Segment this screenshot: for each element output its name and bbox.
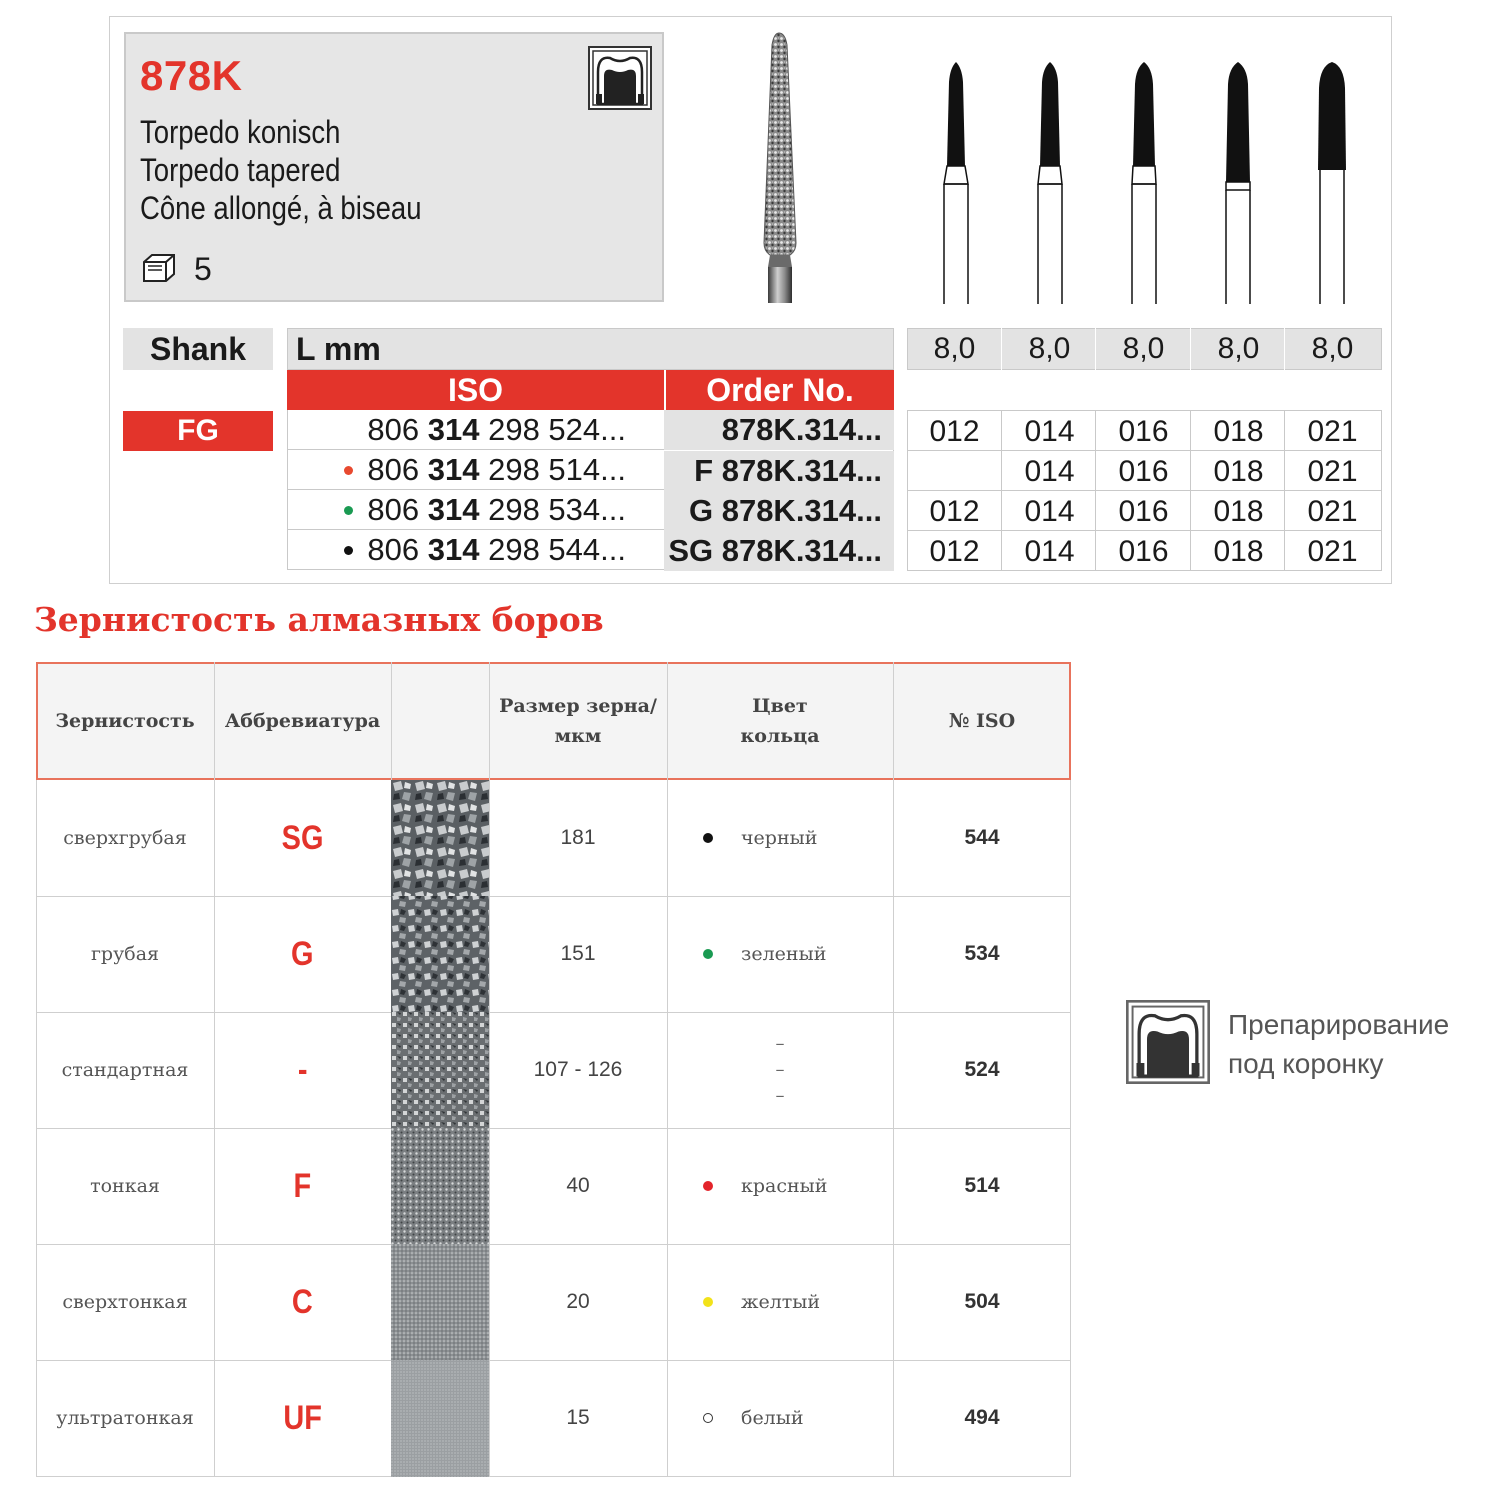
header-iso: № ISO xyxy=(948,709,1016,732)
iso-number: 514 xyxy=(964,1174,1000,1197)
grit-abbreviation: C xyxy=(292,1282,313,1321)
grit-name: грубая xyxy=(90,943,160,965)
grit-table-title: Зернистость алмазных боров xyxy=(34,600,604,639)
ring-color: белый xyxy=(667,1360,893,1476)
iso-number: 544 xyxy=(964,826,1000,849)
grit-dot xyxy=(344,506,353,515)
size-cell: 014 xyxy=(1024,535,1075,568)
bur-drawing-021 xyxy=(1312,62,1352,304)
grain-size: 40 xyxy=(566,1174,590,1197)
size-cell: 016 xyxy=(1118,535,1169,568)
size-cell: 018 xyxy=(1213,535,1264,568)
product-name-fr: Cône allongé, à biseau xyxy=(140,190,422,226)
length-header: L mm xyxy=(287,328,894,370)
ring-color-dot xyxy=(703,1297,713,1307)
header-abbreviation: Аббревиатура xyxy=(224,709,381,732)
order-no-header: Order No. xyxy=(664,370,894,410)
grain-size: 151 xyxy=(560,942,596,965)
grit-name: сверхгрубая xyxy=(63,827,187,849)
grit-name: сверхтонкая xyxy=(62,1291,188,1313)
diamond-grain-image xyxy=(391,780,489,1477)
header-ring-color: Цвет кольца xyxy=(740,694,820,747)
ring-color-none: – – – xyxy=(775,1032,785,1107)
size-cell: 012 xyxy=(929,415,980,448)
product-card xyxy=(109,16,1392,584)
iso-header: ISO xyxy=(287,370,664,410)
pack-quantity: 5 xyxy=(194,251,212,287)
grit-name: ультратонкая xyxy=(56,1407,194,1429)
bur-photo xyxy=(750,31,810,303)
size-cell: 021 xyxy=(1307,415,1358,448)
size-cell: 018 xyxy=(1213,455,1264,488)
grain-size: 15 xyxy=(566,1406,590,1429)
header-grain-size: Размер зерна/ мкм xyxy=(499,694,657,747)
ring-color-dot xyxy=(703,949,713,959)
grit-name: тонкая xyxy=(90,1175,160,1197)
size-cell: 014 xyxy=(1024,455,1075,488)
size-cell: 018 xyxy=(1213,495,1264,528)
size-cell: 018 xyxy=(1213,415,1264,448)
grit-abbreviation: - xyxy=(297,1050,308,1089)
grit-abbreviation: UF xyxy=(283,1398,322,1437)
shank-type-fg: FG xyxy=(123,411,273,451)
bur-drawing-012 xyxy=(936,62,976,304)
iso-number: 534 xyxy=(964,942,1000,965)
iso-number: 504 xyxy=(964,1290,1000,1313)
grit-dot xyxy=(344,546,353,555)
length-cell: 8,0 xyxy=(1122,332,1165,365)
grit-dot xyxy=(344,466,353,475)
ring-color-dot xyxy=(703,1413,713,1423)
size-cell: 012 xyxy=(929,495,980,528)
size-cell: 016 xyxy=(1118,415,1169,448)
size-cell: 021 xyxy=(1307,535,1358,568)
header-grit: Зернистость xyxy=(55,709,195,732)
grain-size: 107 - 126 xyxy=(533,1058,623,1081)
length-cell: 8,0 xyxy=(1028,332,1071,365)
shank-header: Shank xyxy=(123,328,273,370)
size-cell: 021 xyxy=(1307,455,1358,488)
ring-color-dot xyxy=(703,833,713,843)
product-info-box xyxy=(124,32,664,302)
grit-name: стандартная xyxy=(61,1059,189,1081)
crown-preparation-icon xyxy=(1126,1000,1210,1084)
size-cell: 021 xyxy=(1307,495,1358,528)
length-cell: 8,0 xyxy=(933,332,976,365)
ring-color: зеленый xyxy=(667,896,893,1012)
ring-color: черный xyxy=(667,780,893,896)
size-cell: 014 xyxy=(1024,495,1075,528)
iso-number: 524 xyxy=(964,1058,1000,1081)
product-model: 878K xyxy=(140,52,243,99)
package-box-icon xyxy=(142,252,176,284)
size-cell xyxy=(907,452,1002,492)
bur-drawing-016 xyxy=(1124,62,1164,304)
grain-size: 20 xyxy=(566,1290,590,1313)
grit-table xyxy=(36,662,1071,1477)
iso-code: 806 314 298 534... xyxy=(287,490,664,530)
order-number: F 878K.314... xyxy=(664,451,894,491)
ring-color-dot xyxy=(703,1181,713,1191)
grain-size: 181 xyxy=(560,826,596,849)
product-name-en: Torpedo tapered xyxy=(140,152,341,188)
legend-text: Препарирование под коронку xyxy=(1228,1009,1450,1079)
iso-code: 806 314 298 524... xyxy=(367,412,626,447)
ring-color: красный xyxy=(667,1128,893,1244)
length-cell: 8,0 xyxy=(1311,332,1354,365)
length-cell: 8,0 xyxy=(1217,332,1260,365)
grit-abbreviation: G xyxy=(291,934,314,973)
size-cell: 016 xyxy=(1118,495,1169,528)
product-name-de: Torpedo konisch xyxy=(140,114,341,150)
iso-code: 806 314 298 514... xyxy=(287,450,664,490)
iso-number: 494 xyxy=(964,1406,1000,1429)
bur-drawing-014 xyxy=(1030,62,1070,304)
order-number: G 878K.314... xyxy=(664,491,894,531)
order-number: SG 878K.314... xyxy=(664,531,894,571)
order-number: 878K.314... xyxy=(664,410,894,450)
size-cell: 016 xyxy=(1118,455,1169,488)
header-image xyxy=(391,662,489,780)
grit-abbreviation: SG xyxy=(281,818,324,857)
bur-drawing-018 xyxy=(1218,62,1258,304)
size-cell: 012 xyxy=(929,535,980,568)
grit-abbreviation: F xyxy=(293,1166,312,1205)
iso-code: 806 314 298 544... xyxy=(287,530,664,570)
size-cell: 014 xyxy=(1024,415,1075,448)
crown-preparation-icon xyxy=(588,46,652,110)
ring-color: желтый xyxy=(667,1244,893,1360)
